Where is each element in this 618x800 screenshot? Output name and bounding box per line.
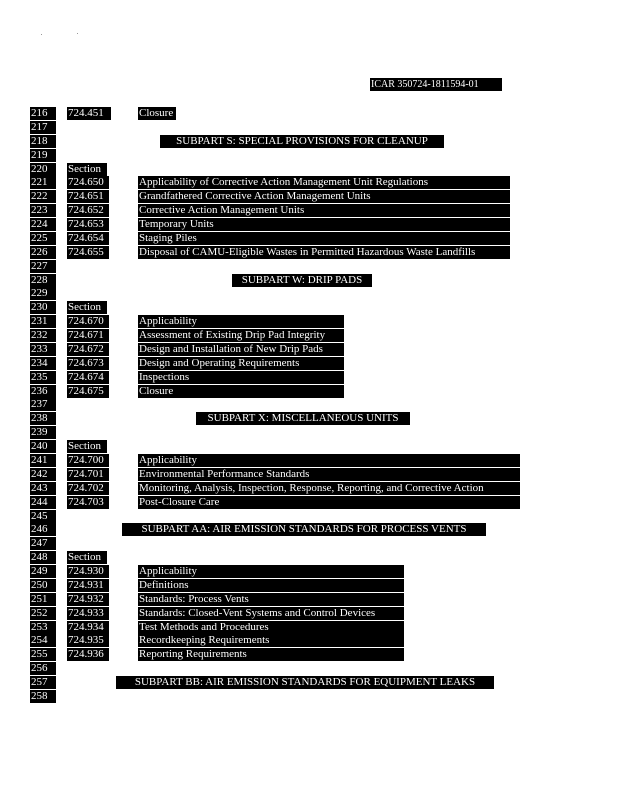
document-id: ICAR 350724-1811594-01 bbox=[370, 78, 502, 91]
section-title: Applicability bbox=[138, 315, 344, 328]
section-header: Section bbox=[67, 163, 107, 176]
section-title: Disposal of CAMU-Eligible Wastes in Permitted Hazardous Waste Landfills bbox=[138, 246, 510, 259]
line-number: 253 bbox=[30, 621, 56, 634]
section-number: 724.702 bbox=[67, 482, 109, 495]
section-number: 724.930 bbox=[67, 565, 109, 578]
line-number: 216 bbox=[30, 107, 56, 120]
line-number: 247 bbox=[30, 537, 56, 550]
line-number: 236 bbox=[30, 385, 56, 398]
line-number: 255 bbox=[30, 648, 56, 661]
section-number: 724.652 bbox=[67, 204, 109, 217]
line-number: 258 bbox=[30, 690, 56, 703]
section-number: 724.671 bbox=[67, 329, 109, 342]
line-number: 221 bbox=[30, 176, 56, 189]
line-number: 248 bbox=[30, 551, 56, 564]
section-title: Monitoring, Analysis, Inspection, Response, Reporting, and Corrective Action bbox=[138, 482, 520, 495]
section-number: 724.451 bbox=[67, 107, 111, 120]
line-number: 254 bbox=[30, 634, 56, 647]
line-number: 226 bbox=[30, 246, 56, 259]
section-number: 724.932 bbox=[67, 593, 109, 606]
section-number: 724.655 bbox=[67, 246, 109, 259]
section-title: Staging Piles bbox=[138, 232, 510, 245]
section-number: 724.933 bbox=[67, 607, 109, 620]
line-number: 233 bbox=[30, 343, 56, 356]
section-title: Closure bbox=[138, 107, 176, 120]
line-number: 240 bbox=[30, 440, 56, 453]
section-title: Standards: Closed-Vent Systems and Control Devices bbox=[138, 607, 404, 620]
line-number: 217 bbox=[30, 121, 56, 134]
section-title: Environmental Performance Standards bbox=[138, 468, 520, 481]
scan-speck bbox=[41, 34, 42, 35]
line-number: 222 bbox=[30, 190, 56, 203]
section-number: 724.703 bbox=[67, 496, 109, 509]
section-title: Temporary Units bbox=[138, 218, 510, 231]
line-number: 256 bbox=[30, 662, 56, 675]
line-number: 244 bbox=[30, 496, 56, 509]
subpart-heading: SUBPART X: MISCELLANEOUS UNITS bbox=[196, 412, 410, 425]
line-number: 218 bbox=[30, 135, 56, 148]
line-number: 220 bbox=[30, 163, 56, 176]
line-number: 224 bbox=[30, 218, 56, 231]
section-number: 724.936 bbox=[67, 648, 109, 661]
section-title: Test Methods and Procedures bbox=[138, 621, 404, 634]
line-number: 245 bbox=[30, 510, 56, 523]
section-title: Reporting Requirements bbox=[138, 648, 404, 661]
line-number: 231 bbox=[30, 315, 56, 328]
line-number: 237 bbox=[30, 398, 56, 411]
section-title: Closure bbox=[138, 385, 344, 398]
section-number: 724.931 bbox=[67, 579, 109, 592]
section-number: 724.670 bbox=[67, 315, 109, 328]
section-number: 724.672 bbox=[67, 343, 109, 356]
section-number: 724.934 bbox=[67, 621, 109, 634]
line-number: 249 bbox=[30, 565, 56, 578]
section-number: 724.935 bbox=[67, 634, 109, 647]
line-number: 246 bbox=[30, 523, 56, 536]
section-title: Inspections bbox=[138, 371, 344, 384]
section-number: 724.654 bbox=[67, 232, 109, 245]
subpart-heading: SUBPART W: DRIP PADS bbox=[232, 274, 372, 287]
section-header: Section bbox=[67, 551, 107, 564]
line-number: 223 bbox=[30, 204, 56, 217]
line-number: 242 bbox=[30, 468, 56, 481]
section-title: Applicability bbox=[138, 454, 520, 467]
section-number: 724.651 bbox=[67, 190, 109, 203]
section-title: Grandfathered Corrective Action Management Units bbox=[138, 190, 510, 203]
section-number: 724.700 bbox=[67, 454, 109, 467]
line-number: 228 bbox=[30, 274, 56, 287]
section-title: Design and Installation of New Drip Pads bbox=[138, 343, 344, 356]
section-header: Section bbox=[67, 440, 107, 453]
line-number: 239 bbox=[30, 426, 56, 439]
line-number: 251 bbox=[30, 593, 56, 606]
line-number: 225 bbox=[30, 232, 56, 245]
line-number: 234 bbox=[30, 357, 56, 370]
section-header: Section bbox=[67, 301, 107, 314]
section-title: Assessment of Existing Drip Pad Integrity bbox=[138, 329, 344, 342]
subpart-heading: SUBPART S: SPECIAL PROVISIONS FOR CLEANUP bbox=[160, 135, 444, 148]
line-number: 252 bbox=[30, 607, 56, 620]
section-number: 724.650 bbox=[67, 176, 109, 189]
section-number: 724.673 bbox=[67, 357, 109, 370]
section-number: 724.674 bbox=[67, 371, 109, 384]
line-number: 232 bbox=[30, 329, 56, 342]
section-number: 724.653 bbox=[67, 218, 109, 231]
section-title: Standards: Process Vents bbox=[138, 593, 404, 606]
section-title: Applicability of Corrective Action Management Unit Regulations bbox=[138, 176, 510, 189]
section-title: Recordkeeping Requirements bbox=[138, 634, 404, 647]
section-number: 724.675 bbox=[67, 385, 109, 398]
scan-speck bbox=[77, 33, 78, 34]
line-number: 219 bbox=[30, 149, 56, 162]
section-title: Definitions bbox=[138, 579, 404, 592]
section-number: 724.701 bbox=[67, 468, 109, 481]
line-number: 235 bbox=[30, 371, 56, 384]
line-number: 229 bbox=[30, 287, 56, 300]
section-title: Design and Operating Requirements bbox=[138, 357, 344, 370]
line-number: 250 bbox=[30, 579, 56, 592]
line-number: 238 bbox=[30, 412, 56, 425]
line-number: 230 bbox=[30, 301, 56, 314]
subpart-heading: SUBPART AA: AIR EMISSION STANDARDS FOR PROCESS VENTS bbox=[122, 523, 486, 536]
line-number: 243 bbox=[30, 482, 56, 495]
line-number: 241 bbox=[30, 454, 56, 467]
section-title: Applicability bbox=[138, 565, 404, 578]
line-number: 257 bbox=[30, 676, 56, 689]
line-number: 227 bbox=[30, 260, 56, 273]
section-title: Post-Closure Care bbox=[138, 496, 520, 509]
subpart-heading: SUBPART BB: AIR EMISSION STANDARDS FOR EQUIPMENT LEAKS bbox=[116, 676, 494, 689]
section-title: Corrective Action Management Units bbox=[138, 204, 510, 217]
